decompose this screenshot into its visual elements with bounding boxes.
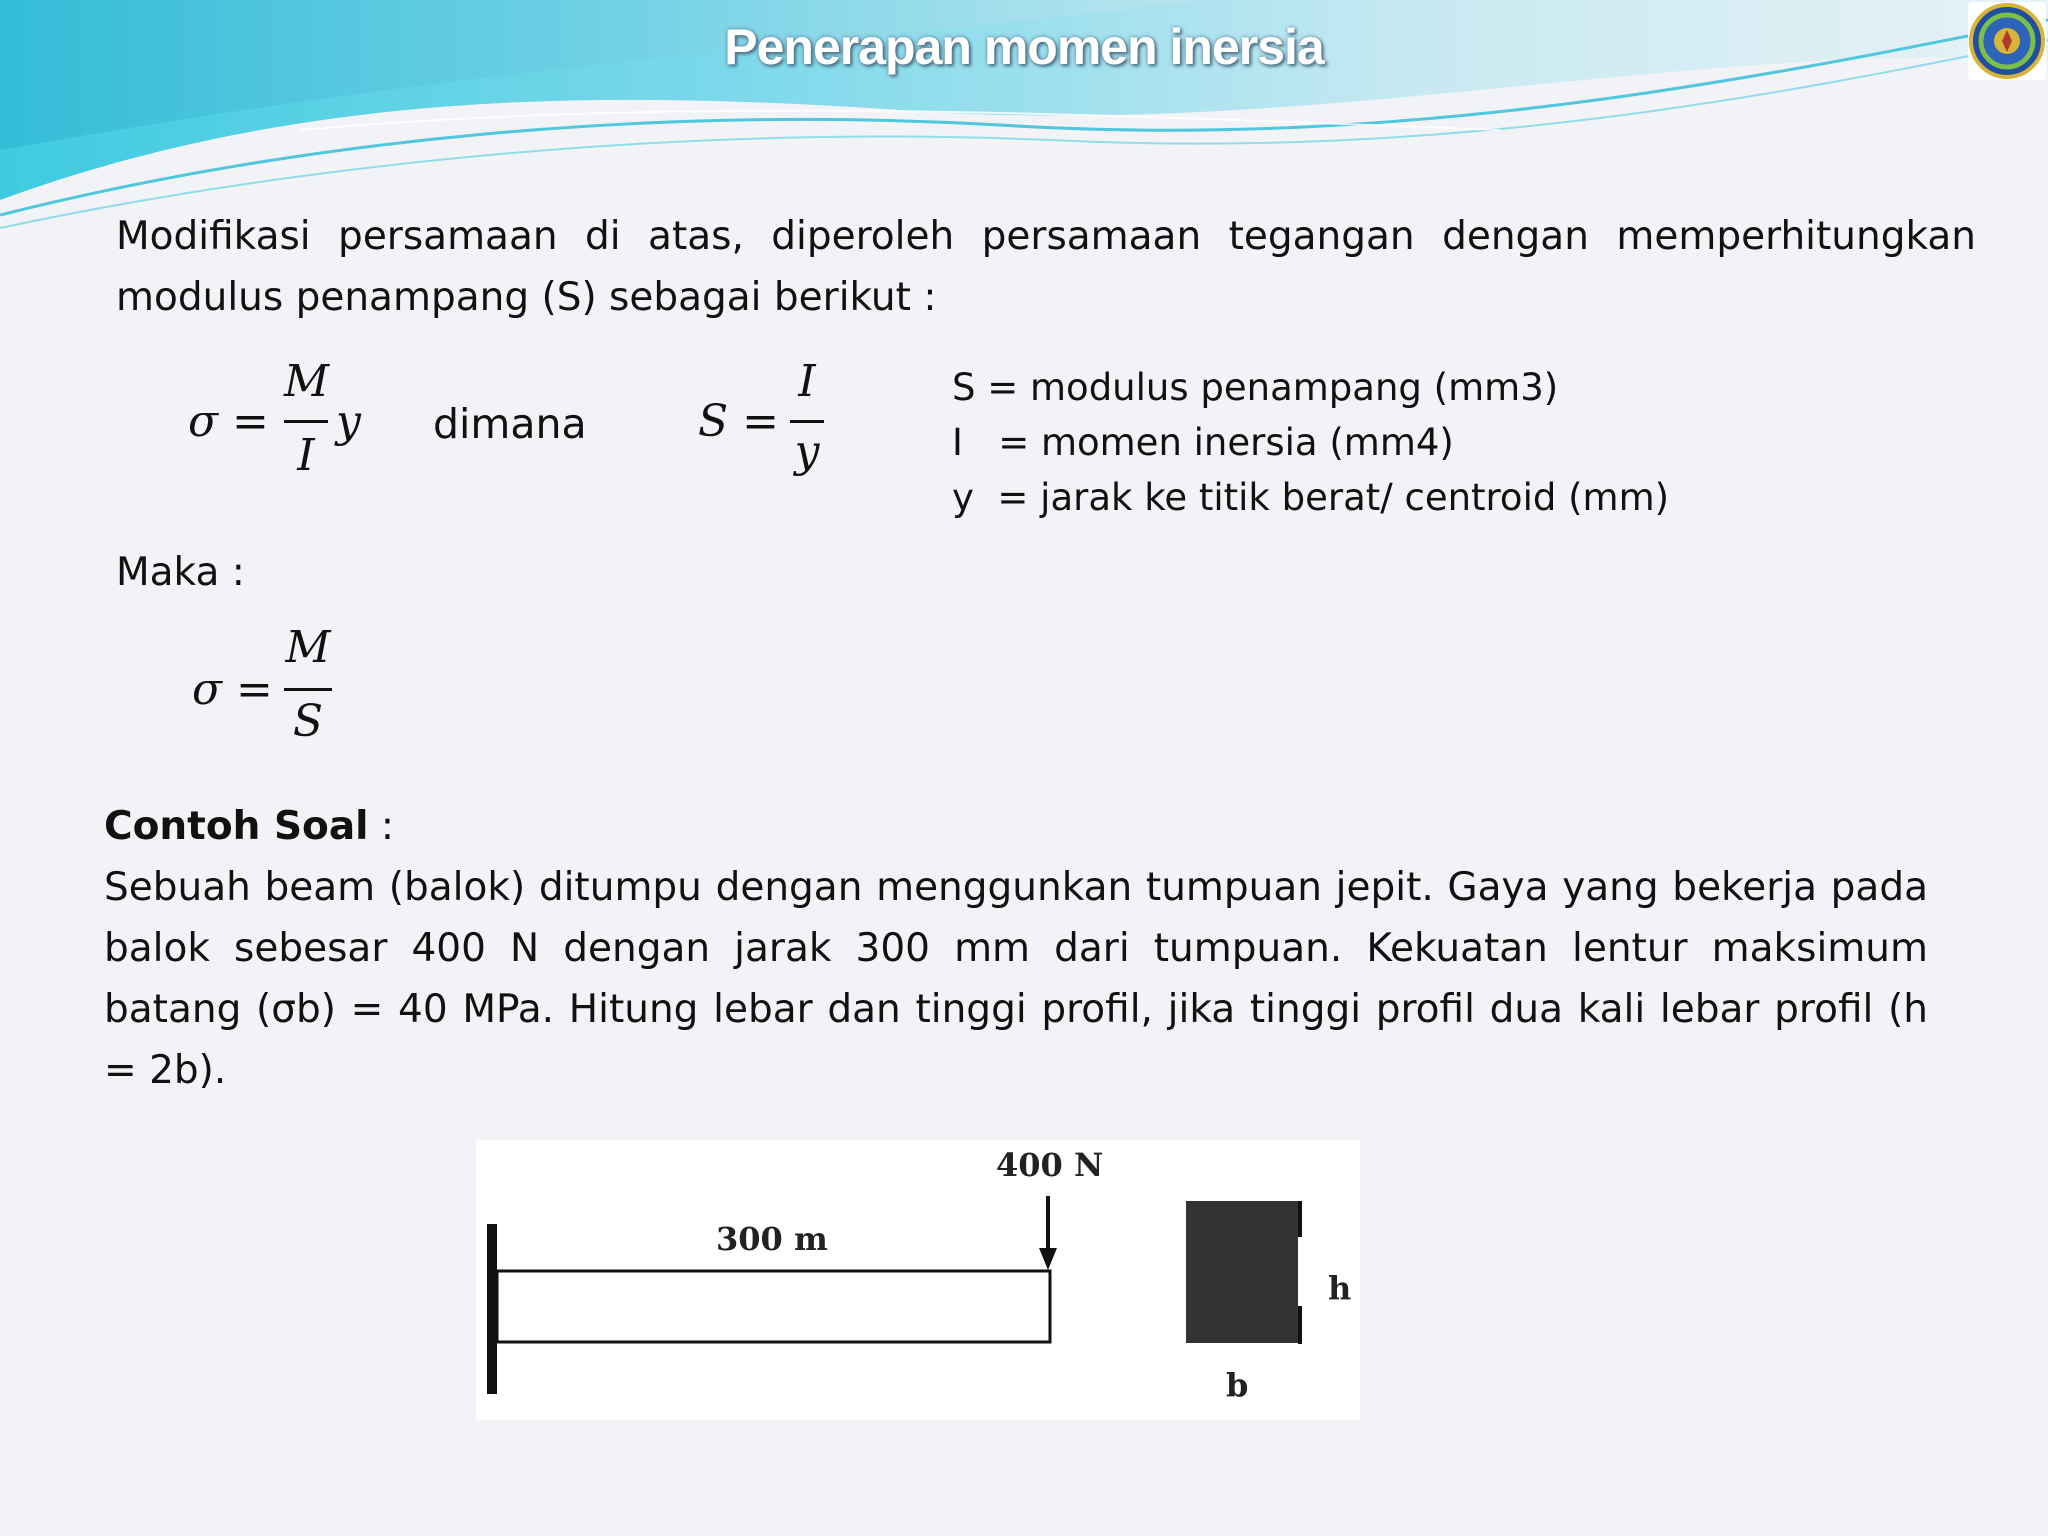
connector-dimana: dimana: [433, 400, 587, 448]
fraction-m-over-i: [284, 356, 328, 486]
numerator: M: [284, 356, 330, 407]
fraction-bar: [284, 420, 328, 423]
definition-y: y = jarak ke titik berat/ centroid (mm): [952, 476, 1670, 519]
fraction-bar: [790, 420, 824, 423]
cantilever-beam-diagram: [476, 1140, 1360, 1420]
beam-figure: [476, 1140, 1360, 1420]
university-seal-logo: [1968, 2, 2046, 80]
section-modulus-equation: [698, 356, 838, 486]
seal-icon: [1968, 2, 2046, 80]
cross-section: [1186, 1201, 1298, 1343]
equation-tail-y: y: [336, 396, 361, 447]
example-heading-line: [104, 796, 1928, 857]
force-label: 400 N: [996, 1146, 1104, 1184]
intro-paragraph: Modifikasi persamaan di atas, diperoleh persamaan tegangan dengan memperhitungkan modulus penampang (S) sebagai berikut :: [116, 214, 1976, 320]
example-problem: [104, 796, 1928, 1101]
example-body: Sebuah beam (balok) ditumpu dengan menggunkan tumpuan jepit. Gaya yang bekerja pada balok sebesar 400 N dengan jarak 300 mm dari tumpuan. Kekuatan lentur maksimum batang (σb) = 40 MPa. Hitung lebar dan tinggi profil, jika tinggi profil dua kali lebar profil (h = 2b).: [104, 865, 1928, 1093]
numerator: I: [798, 356, 816, 407]
equation-lhs: σ =: [192, 664, 273, 715]
variable-definitions: [952, 360, 1669, 525]
definition-i: I = momen inersia (mm4): [952, 421, 1454, 464]
maka-label: Maka :: [116, 550, 245, 595]
slide-title: Penerapan momen inersia: [724, 19, 1324, 75]
width-label: b: [1226, 1366, 1249, 1404]
example-heading-colon: :: [368, 804, 395, 849]
section-edge-top: [1298, 1201, 1302, 1237]
stress-equation: [188, 356, 388, 486]
example-heading: Contoh Soal: [104, 804, 369, 849]
beam-body: [497, 1271, 1050, 1342]
result-equation: [192, 622, 352, 752]
denominator: y: [794, 426, 820, 477]
section-edge-bottom: [1298, 1306, 1302, 1344]
denominator: S: [292, 696, 324, 747]
definition-s: S = modulus penampang (mm3): [952, 366, 1559, 409]
fraction-i-over-y: [790, 356, 824, 486]
fraction-bar: [284, 688, 332, 691]
length-label: 300 m: [716, 1220, 828, 1258]
height-label: h: [1328, 1269, 1352, 1307]
numerator: M: [285, 622, 331, 673]
denominator: I: [297, 430, 315, 481]
equation-lhs: S =: [698, 396, 779, 447]
equation-lhs: σ =: [188, 396, 269, 447]
fraction-m-over-s: [284, 622, 332, 752]
force-arrow-head-icon: [1039, 1248, 1057, 1270]
